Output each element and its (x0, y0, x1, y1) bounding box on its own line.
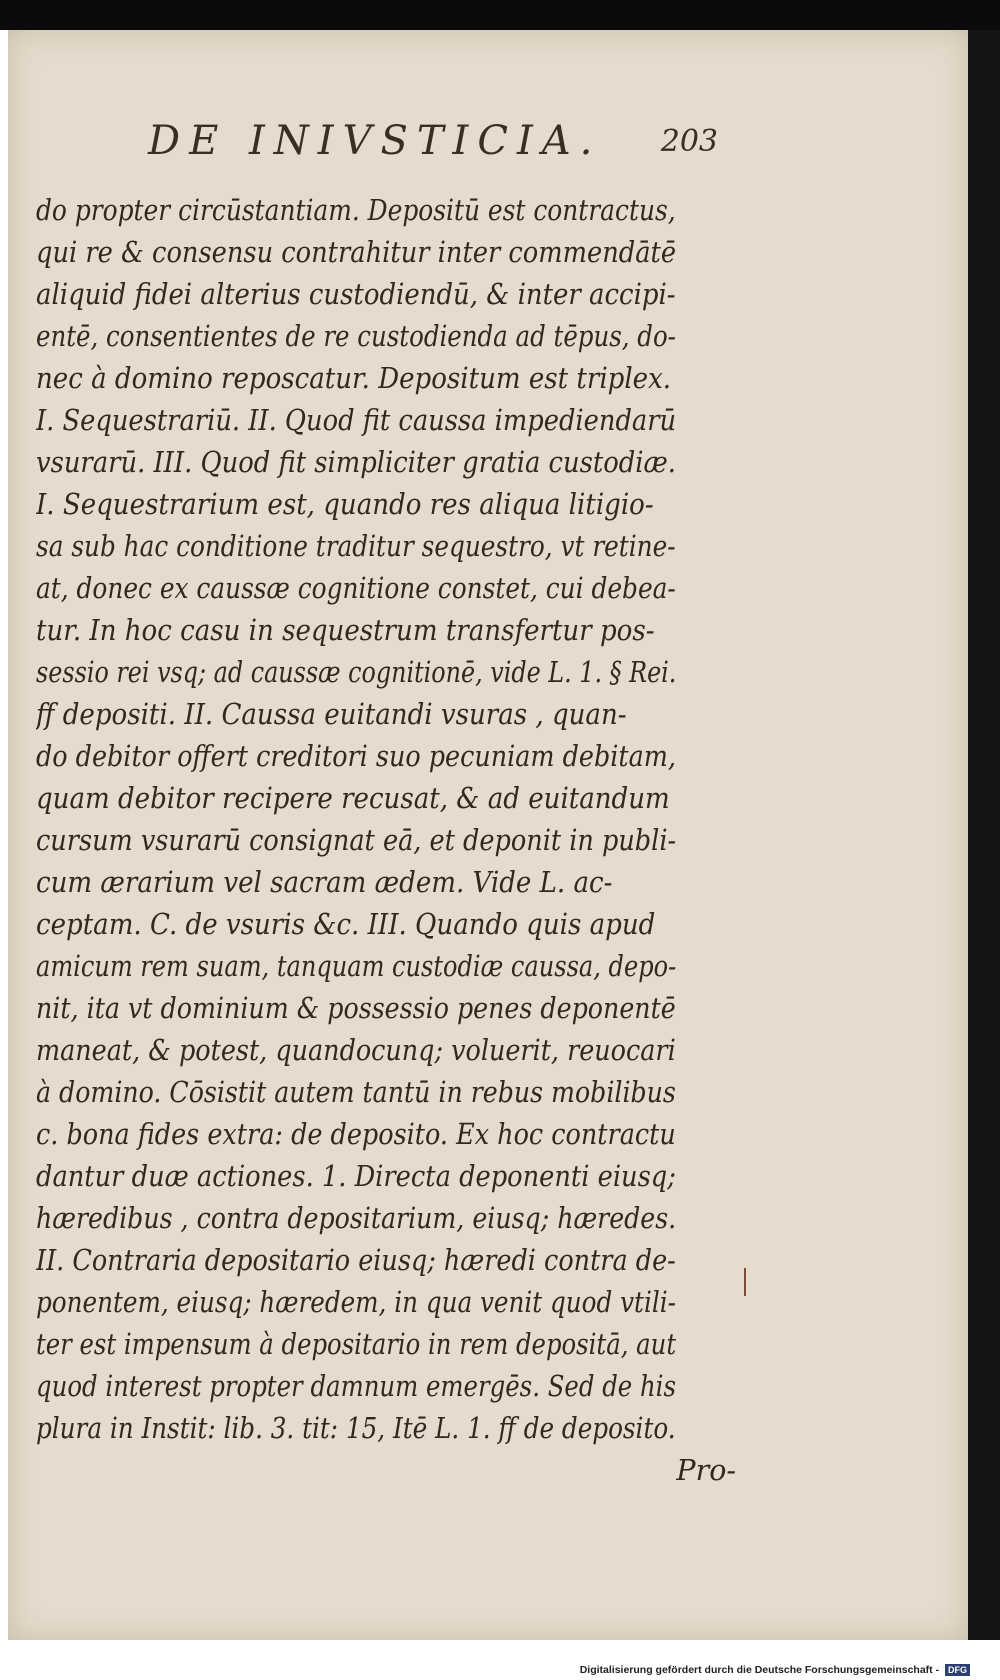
text-line: qui re & consensu contrahitur inter commendātē (36, 236, 676, 269)
text-line: ff depositi. II. Caussa euitandi vsuras , quan- (36, 698, 627, 731)
digitization-credit (580, 1664, 970, 1676)
text-line: ponentem, eiusq; hæredem, in qua venit quod vtili- (36, 1286, 676, 1319)
text-line: nec à domino reposcatur. Depositum est triplex. (36, 362, 672, 395)
text-line: hæredibus , contra depositarium, eiusq; hæredes. (36, 1202, 676, 1235)
text-line: I. Sequestrariū. II. Quod fit caussa impediendarū (36, 404, 676, 437)
dfg-logo: DFG (945, 1664, 970, 1676)
page-header (148, 118, 718, 178)
text-line: cursum vsurarū consignat eā, et deponit in publi- (36, 824, 676, 857)
text-line: ter est impensum à depositario in rem depositā, aut (36, 1328, 676, 1361)
text-line: do propter circūstantiam. Depositū est contractus, (36, 194, 676, 227)
credit-text: Digitalisierung gefördert durch die Deutsche Forschungsgemeinschaft - (579, 1664, 940, 1676)
text-line: entē, consentientes de re custodienda ad tēpus, do- (36, 320, 676, 353)
text-line: ceptam. C. de vsuris &c. III. Quando quis apud (36, 908, 656, 941)
text-line: amicum rem suam, tanquam custodiæ caussa, depo- (36, 950, 676, 983)
text-line: nit, ita vt dominium & possessio penes deponentē (36, 992, 676, 1025)
scan-top-border (0, 0, 1000, 30)
catchword: Pro- (676, 1454, 736, 1487)
text-line: sa sub hac conditione traditur sequestro, vt retine- (36, 530, 676, 563)
page-number: 203 (660, 124, 718, 159)
text-line: vsurarū. III. Quod fit simpliciter gratia custodiæ. (36, 446, 676, 479)
text-line: dantur duæ actiones. 1. Directa deponenti eiusq; (36, 1160, 676, 1193)
text-line: at, donec ex caussæ cognitione constet, cui debea- (36, 572, 676, 605)
text-line: maneat, & potest, quandocunq; voluerit, reuocari (36, 1034, 676, 1067)
text-line: tur. In hoc casu in sequestrum transfertur pos- (36, 614, 655, 647)
text-line: plura in Instit: lib. 3. tit: 15, Itē L. 1. ff de deposito. (36, 1412, 676, 1445)
running-title: DE INIVSTICIA. (148, 118, 602, 164)
text-line: II. Contraria depositario eiusq; hæredi contra de- (36, 1244, 676, 1277)
text-line: sessio rei vsq; ad caussæ cognitionē, vide L. 1. § Rei. (36, 656, 676, 689)
text-line: quam debitor recipere recusat, & ad euitandum (36, 782, 670, 815)
margin-mark (744, 1268, 746, 1296)
text-line: c. bona fides extra: de deposito. Ex hoc contractu (36, 1118, 676, 1151)
text-line: à domino. Cōsistit autem tantū in rebus mobilibus (36, 1076, 676, 1109)
text-line: aliquid fidei alterius custodiendū, & inter accipi- (36, 278, 676, 311)
text-line: quod interest propter damnum emergēs. Sed de his (36, 1370, 676, 1403)
text-line: cum ærarium vel sacram ædem. Vide L. ac- (36, 866, 613, 899)
text-line: do debitor offert creditori suo pecuniam debitam, (36, 740, 676, 773)
text-line: I. Sequestrarium est, quando res aliqua litigio- (36, 488, 654, 521)
body-text (36, 190, 736, 1492)
scan-right-border (968, 30, 1000, 1640)
